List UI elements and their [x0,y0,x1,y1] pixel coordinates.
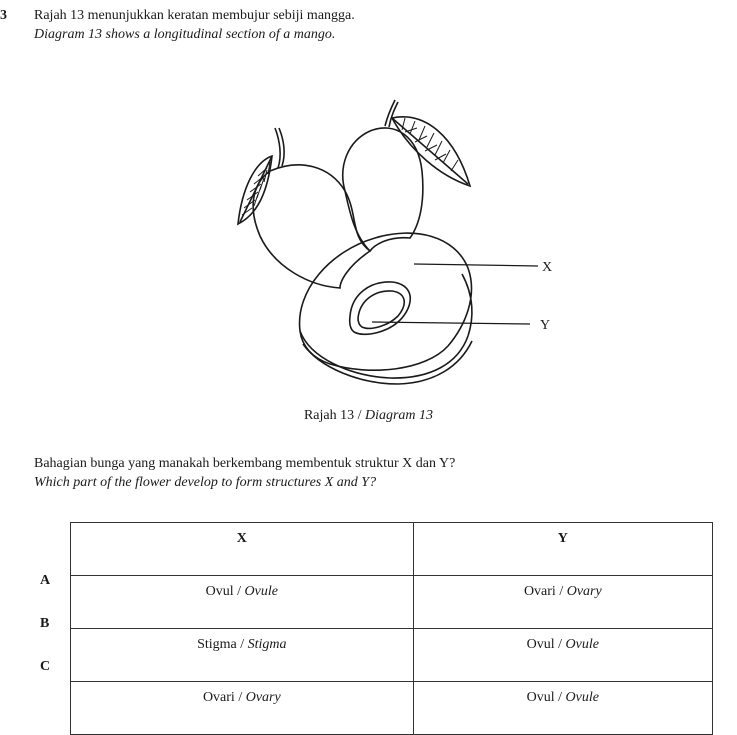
left-mango-outline [253,165,370,288]
right-mango-stem [385,100,398,127]
question-intro-english: Diagram 13 shows a longitudinal section of a mango. [34,27,336,42]
right-leaf-vein [392,118,468,184]
header-y: Y [413,523,712,576]
label-y: Y [540,318,551,333]
option-label-a: A [40,573,51,588]
header-x: X [71,523,414,576]
table-row[interactable] [71,576,713,629]
mango-diagram [230,96,570,401]
label-x: X [542,260,553,275]
cell-y: Ovul / Ovule [413,629,712,682]
option-label-c: C [40,659,51,674]
left-leaf-vein [240,156,272,222]
halved-mango-outline [300,233,472,370]
answer-table [70,522,713,735]
cell-y: Ovari / Ovary [413,576,712,629]
caption-malay: Rajah 13 / [303,408,362,423]
prompt-english: Which part of the flower develop to form structures X and Y? [34,475,377,490]
question-intro-malay: Rajah 13 menunjukkan keratan membujur sebiji mangga. [34,8,355,23]
label-line-x [414,264,538,266]
halved-mango-rim [462,274,472,336]
table-header-row [71,523,713,576]
cell-x: Stigma / Stigma [71,629,414,682]
cell-y: Ovul / Ovule [413,682,712,735]
cell-x: Ovul / Ovule [71,576,414,629]
cell-x: Ovari / Ovary [71,682,414,735]
caption-english: Diagram 13 [364,408,434,423]
diagram-caption [0,408,737,424]
left-mango-stem [275,128,284,168]
question-number: 3 [0,8,7,23]
table-row[interactable] [71,682,713,735]
halved-mango-skin [300,331,472,384]
table-row[interactable] [71,629,713,682]
option-label-b: B [40,616,50,631]
prompt-malay: Bahagian bunga yang manakah berkembang membentuk struktur X dan Y? [34,456,456,471]
